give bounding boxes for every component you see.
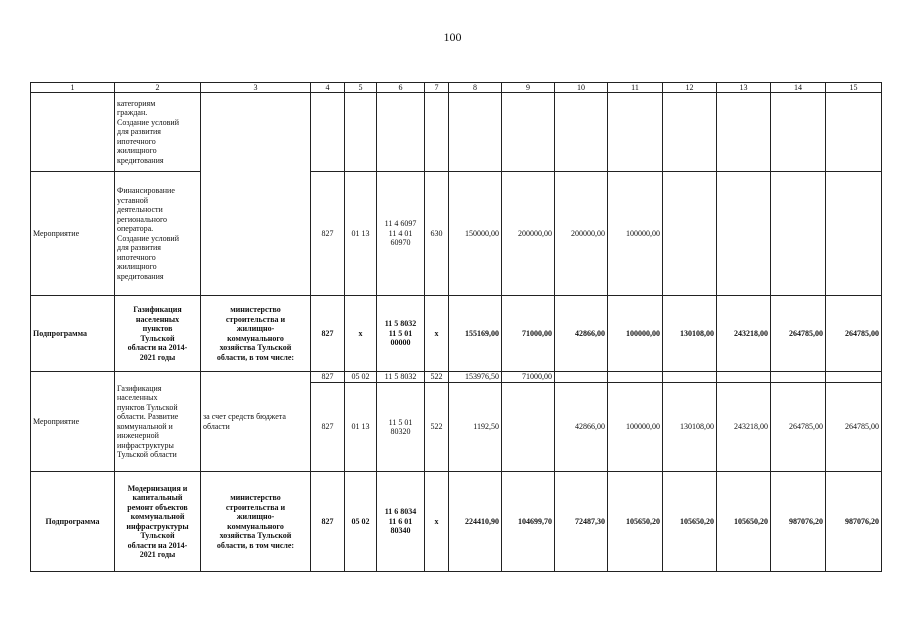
column-header: 5	[345, 83, 377, 93]
column-header-row	[31, 83, 882, 93]
amount-cell: 105650,20	[608, 472, 663, 572]
amount-cell: 42866,00	[555, 296, 608, 372]
amount-cell: 200000,00	[555, 172, 608, 296]
expense-type-cell: 630	[425, 172, 449, 296]
row-type-cell: Мероприятие	[31, 372, 115, 472]
column-header: 14	[771, 83, 826, 93]
amount-cell: 264785,00	[771, 383, 826, 472]
column-header: 13	[717, 83, 771, 93]
column-header: 11	[608, 83, 663, 93]
page-number: 100	[443, 30, 462, 44]
column-header: 2	[115, 83, 201, 93]
amount-cell: 243218,00	[717, 383, 771, 472]
section-code-cell: 01 13	[345, 383, 377, 472]
column-header: 6	[377, 83, 425, 93]
description-cell: категориям граждан. Создание условий для развития ипотечного жилищного кредитования	[115, 93, 201, 172]
ministry-code-cell: 827	[311, 472, 345, 572]
amount-cell: 200000,00	[502, 172, 555, 296]
amount-cell: 130108,00	[663, 383, 717, 472]
description-cell: Финансирование уставной деятельности регионального оператора. Создание условий для развития ипотечного жилищного кредитования	[115, 172, 201, 296]
amount-cell: 155169,00	[449, 296, 502, 372]
amount-cell: 987076,20	[826, 472, 882, 572]
target-code-cell: 11 6 8034 11 6 01 80340	[377, 472, 425, 572]
amount-cell: 264785,00	[826, 383, 882, 472]
amount-cell: 72487,30	[555, 472, 608, 572]
amount-cell: 153976,50	[449, 372, 502, 383]
budget-table	[30, 82, 882, 572]
target-code-cell: 11 4 6097 11 4 01 60970	[377, 172, 425, 296]
section-code-cell: 01 13	[345, 172, 377, 296]
amount-cell: 224410,90	[449, 472, 502, 572]
amount-cell: 264785,00	[826, 296, 882, 372]
amount-cell: 243218,00	[717, 296, 771, 372]
column-header: 7	[425, 83, 449, 93]
amount-cell: 100000,00	[608, 172, 663, 296]
description-cell: Модернизация и капитальный ремонт объектов коммунальной инфраструктуры Тульской области на 2014- 2021 годы	[115, 472, 201, 572]
amount-cell: 105650,20	[717, 472, 771, 572]
amount-cell: 264785,00	[771, 296, 826, 372]
ministry-code-cell: 827	[311, 296, 345, 372]
amount-cell: 42866,00	[555, 383, 608, 472]
executor-cell: за счет средств бюджета области	[201, 372, 311, 472]
row-type-cell: Подпрограмма	[31, 296, 115, 372]
column-header: 10	[555, 83, 608, 93]
row-type-cell: Подпрограмма	[31, 472, 115, 572]
amount-cell: 105650,20	[663, 472, 717, 572]
amount-cell: 1192,50	[449, 383, 502, 472]
amount-cell: 987076,20	[771, 472, 826, 572]
expense-type-cell: 522	[425, 372, 449, 383]
executor-cell: министерство строительства и жилищно- коммунального хозяйства Тульской области, в том числе:	[201, 472, 311, 572]
table-row	[31, 372, 882, 383]
amount-cell: 71000,00	[502, 296, 555, 372]
table-row	[31, 296, 882, 372]
amount-cell: 104699,70	[502, 472, 555, 572]
target-code-cell: 11 5 01 80320	[377, 383, 425, 472]
expense-type-cell: 522	[425, 383, 449, 472]
expense-type-cell: х	[425, 472, 449, 572]
table-row	[31, 472, 882, 572]
amount-cell: 100000,00	[608, 383, 663, 472]
target-code-cell: 11 5 8032	[377, 372, 425, 383]
amount-cell: 150000,00	[449, 172, 502, 296]
table-row	[31, 93, 882, 172]
amount-cell: 71000,00	[502, 372, 555, 383]
table-row	[31, 172, 882, 296]
amount-cell: 130108,00	[663, 296, 717, 372]
section-code-cell: 05 02	[345, 472, 377, 572]
column-header: 12	[663, 83, 717, 93]
executor-cell: министерство строительства и жилищно- коммунального хозяйства Тульской области, в том числе:	[201, 296, 311, 372]
description-cell: Газификация населенных пунктов Тульской области на 2014- 2021 годы	[115, 296, 201, 372]
column-header: 15	[826, 83, 882, 93]
target-code-cell: 11 5 8032 11 5 01 00000	[377, 296, 425, 372]
ministry-code-cell: 827	[311, 172, 345, 296]
section-code-cell: х	[345, 296, 377, 372]
amount-cell: 100000,00	[608, 296, 663, 372]
column-header: 1	[31, 83, 115, 93]
ministry-code-cell: 827	[311, 372, 345, 383]
section-code-cell: 05 02	[345, 372, 377, 383]
column-header: 4	[311, 83, 345, 93]
column-header: 9	[502, 83, 555, 93]
column-header: 3	[201, 83, 311, 93]
description-cell: Газификация населенных пунктов Тульской области. Развитие коммунальной и инженерной инфраструктуры Тульской области	[115, 372, 201, 472]
ministry-code-cell: 827	[311, 383, 345, 472]
expense-type-cell: х	[425, 296, 449, 372]
row-type-cell: Мероприятие	[31, 172, 115, 296]
column-header: 8	[449, 83, 502, 93]
